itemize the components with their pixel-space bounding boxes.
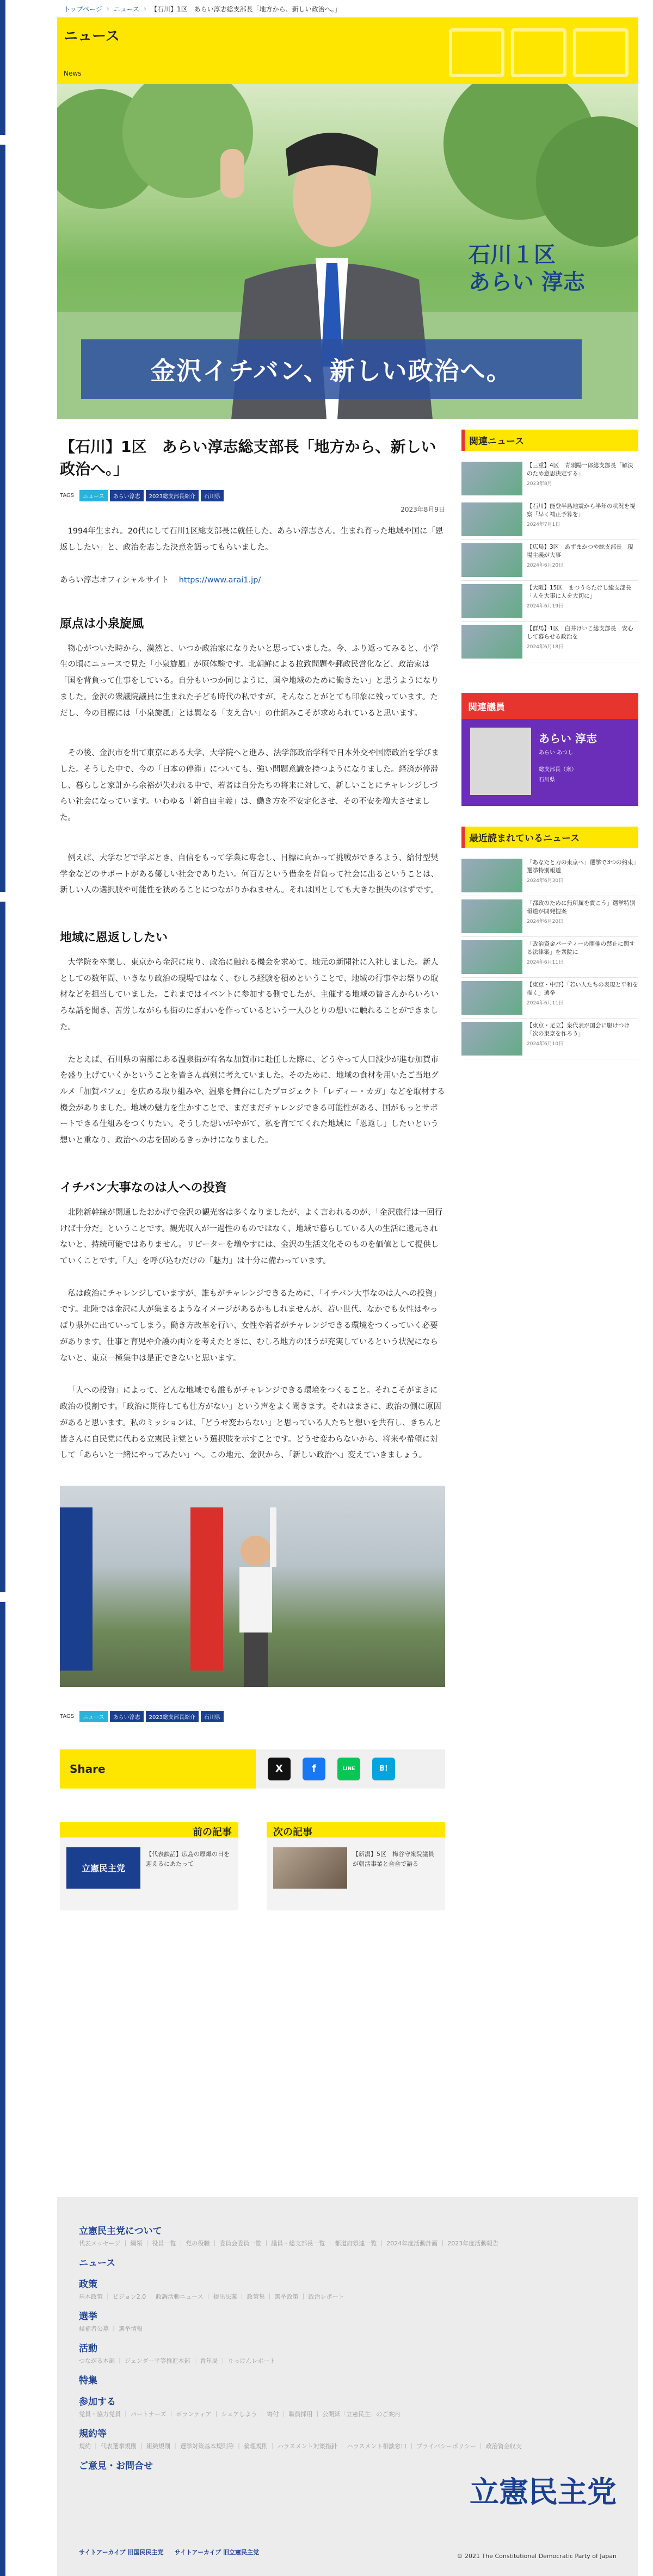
news-thumbnail xyxy=(461,859,522,892)
news-title: 【石川】能登半島地震から半年の状況を視察「早く補正予算を」 xyxy=(527,503,636,518)
news-thumbnail xyxy=(461,543,522,577)
most-read-section xyxy=(461,827,638,1059)
prev-next-navigation xyxy=(60,1822,445,1910)
news-thumbnail xyxy=(461,462,522,495)
header-decoration xyxy=(449,28,629,77)
related-member-panel xyxy=(461,693,638,806)
news-date: 2024年6月30日 xyxy=(527,878,564,884)
next-article-label: 次の記事 xyxy=(267,1822,445,1838)
footer-news-link[interactable]: ニュース xyxy=(79,2258,116,2269)
page-section-title: ニュース xyxy=(64,28,120,45)
news-date: 2024年6月18日 xyxy=(527,644,564,650)
left-bar-notch xyxy=(0,1592,5,1602)
next-article-thumbnail xyxy=(273,1847,347,1889)
tag-news[interactable]: ニュース xyxy=(79,1711,108,1722)
breadcrumb-top-link[interactable]: トップページ xyxy=(64,5,102,13)
list-item[interactable] xyxy=(461,622,638,662)
next-article-card[interactable] xyxy=(267,1822,445,1910)
archive-link-cdp-old[interactable]: サイトアーカイブ 旧立憲民主党 xyxy=(174,2549,260,2556)
article-paragraph: 物心がついた時から、漠然と、いつか政治家になりたいと思っていました。今、ふり返ってみると、小学生の頃にニュースで見た「小泉旋風」が原体験です。北朝鮮による拉致問題や郵政民営化など、政治家は「国を背負って仕事をしている。自分もいつか同じように、国や地域のために働きたい」と思うようになりました。金沢の衆議院議員に生まれた子ども時代の私ですが、そんなことがとても印象に残っています。ただし、今の目標には「小泉旋風」とは異なる「支え合い」の仕組みこそが求められていると思います。 xyxy=(60,644,439,718)
news-date: 2024年7月1日 xyxy=(527,522,560,528)
sidebar xyxy=(461,430,638,1059)
news-thumbnail xyxy=(461,940,522,974)
news-title: 【三重】4区 青須陽一郎総支部長「解決のため意思決定する」 xyxy=(527,462,633,477)
hero-slogan-banner: 金沢イチバン、新しい政治へ。 xyxy=(81,339,582,399)
flag-left xyxy=(60,1507,93,1671)
news-title: 【群馬】1区 白井けいこ総支部長 安心して暮らせる政治を xyxy=(527,625,633,641)
section-heading: 地域に恩返ししたい xyxy=(60,930,168,945)
hero-caption-district: 石川１区 xyxy=(469,243,556,268)
article-paragraph: 北陸新幹線が開通したおかげで金沢の観光客は多くなりましたが、よく言われるのが、「金沢旅行は一回行けば十分だ」ということです。観光収入が一過性のものではなく、地域で暮らしている人の生活に還元されないと、持続可能ではありません。リピーターを増やすには、金沢の生活文化そのものを価値として提供していくことです。「人」を呼び込むだけの「魅力」は十分に備わっています。 xyxy=(60,1208,443,1266)
tag-2023-intro[interactable]: 2023総支部長紹介 xyxy=(146,1711,199,1722)
share-label: Share xyxy=(60,1749,256,1789)
page-container xyxy=(57,0,638,419)
article-main xyxy=(60,430,445,1910)
breadcrumb xyxy=(57,0,638,17)
news-date: 2024年6月19日 xyxy=(527,604,564,610)
share-hatena-button[interactable]: B! xyxy=(372,1758,395,1780)
prev-article-card[interactable] xyxy=(60,1822,238,1910)
related-member-heading: 関連議員 xyxy=(461,693,638,719)
speaker-figure xyxy=(223,1507,288,1687)
share-buttons xyxy=(256,1749,445,1789)
left-bar-notch xyxy=(0,892,5,902)
news-title: 【東京・足立】泉代表が国会に駆けつけ「次の東京を作ろう」 xyxy=(527,1022,630,1038)
news-thumbnail xyxy=(461,981,522,1015)
list-item[interactable] xyxy=(461,458,638,499)
copyright: © 2021 The Constitutional Democratic Party of Japan xyxy=(457,2553,617,2560)
footer-about-link[interactable]: 立憲民主党について xyxy=(79,2226,162,2237)
footer-contact-link[interactable]: ご意見・お問合せ xyxy=(79,2461,153,2472)
tag-news[interactable]: ニュース xyxy=(79,490,108,501)
news-date: 2023年8月 xyxy=(527,481,552,487)
footer-about-sublinks[interactable]: 代表メッセージ ｜ 綱領 ｜ 役員一覧 ｜ 党の役職 ｜ 委員会委員一覧 ｜ 議員・総支部長一覧 ｜ 都道府県連一覧 ｜ 2024年度活動計画 ｜ 2023年度活動報告 xyxy=(79,2240,499,2247)
footer-election-sublinks[interactable]: 候補者公募 ｜ 選挙情報 xyxy=(79,2325,143,2332)
footer-policy-link[interactable]: 政策 xyxy=(79,2279,97,2290)
footer-policy-sublinks[interactable]: 基本政策 ｜ ビジョン2.0 ｜ 政調活動ニュース ｜ 提出法案 ｜ 政策集 ｜ 選挙政策 ｜ 政治レポート xyxy=(79,2293,344,2300)
most-read-list xyxy=(461,855,638,1059)
news-title: 【広島】3区 あずまかつや総支部長 現場主義が大事 xyxy=(527,544,633,559)
avatar xyxy=(470,728,531,795)
member-role: 総支部長（衆） xyxy=(539,767,577,773)
list-item[interactable] xyxy=(461,978,638,1019)
party-logo[interactable]: 立憲民主党 xyxy=(470,2475,617,2509)
hero-image xyxy=(57,84,638,419)
news-title: 【大阪】15区 まつうらたけし総支部長「人を大事に人を大切に」 xyxy=(527,585,631,600)
member-prefecture: 石川県 xyxy=(539,777,555,783)
prev-article-label: 前の記事 xyxy=(60,1822,238,1838)
breadcrumb-news-link[interactable]: ニュース xyxy=(113,5,140,13)
related-news-list xyxy=(461,458,638,662)
section-heading: イチバン大事なのは人への投資 xyxy=(60,1181,227,1195)
list-item[interactable] xyxy=(461,581,638,622)
tag-2023-intro[interactable]: 2023総支部長紹介 xyxy=(146,490,199,501)
news-title: 【東京・中野】「若い人たちの表現と平和を描く」選挙 xyxy=(527,982,638,997)
share-bar xyxy=(60,1749,445,1789)
list-item[interactable] xyxy=(461,1019,638,1059)
list-item[interactable] xyxy=(461,499,638,540)
news-date: 2024年6月10日 xyxy=(527,1041,564,1047)
article-tags xyxy=(60,490,445,501)
page-section-subtitle: News xyxy=(64,70,82,77)
article-paragraph: 大学院を卒業し、東京から金沢に戻り、政治に触れる機会を求めて、地元の新聞社に入社しました。新人としての数年間、いきなり政治の現場ではなく、むしろ経験を積めということで、地域の行事やお祭りの取材などを担当していました。これまではイベントに参加する側でしたが、主催する地域の皆さんからいろいろな話を聞き、苦労しながらも街のにぎわいを作っているという一人ひとりの想いに触れることができました。 xyxy=(60,958,439,1032)
news-thumbnail xyxy=(461,584,522,618)
news-thumbnail xyxy=(461,625,522,659)
related-member-card[interactable] xyxy=(461,719,638,806)
member-name: あらい 淳志 xyxy=(539,732,597,745)
article-title: 【石川】1区 あらい淳志総支部長「地方から、新しい政治へ。」 xyxy=(60,438,436,478)
share-x-button[interactable]: X xyxy=(268,1758,291,1780)
tags-label: TAGS xyxy=(60,1713,75,1720)
footer-election-link[interactable]: 選挙 xyxy=(79,2311,97,2322)
footer-rules-sublinks[interactable]: 規約 ｜ 代表選挙規則 ｜ 組織規則 ｜ 選挙対策基本規則等 ｜ 倫理規則 ｜ ハラスメント対策指針 ｜ ハラスメント相談窓口 ｜ プライバシーポリシー ｜ 政治資金収支 xyxy=(79,2443,522,2450)
prev-article-title: 【代表談話】広島の原爆の日を迎えるにあたって xyxy=(146,1850,230,1867)
footer-join-sublinks[interactable]: 党員・協力党員 ｜ パートナーズ ｜ ボランティア ｜ シェアしよう ｜ 寄付 ｜ 職員採用 ｜ 公開紙「立憲民主」のご案内 xyxy=(79,2411,401,2418)
member-kana: あらい あつし xyxy=(539,750,574,756)
official-site-link[interactable]: https://www.arai1.jp/ xyxy=(178,575,261,585)
archive-link-dpfp[interactable]: サイトアーカイブ 旧国民民主党 xyxy=(79,2549,164,2556)
article-paragraph: たとえば、石川県の南部にある温泉街が有名な加賀市に赴任した際に、どうやって人口減少が進む加賀市を盛り上げていくかということを皆さん真剣に考えていました。そのために、地域の食材を用いたご当地グルメ「加賀パフェ」を広める取り組みや、温泉を舞台にしたプロジェクト「レディー・カガ」などを取材する機会がありました。地域の魅力を生かすことで、まだまだチャレンジできる可能性がある、国がもっとサポートできる仕組みをつくりたい。そうした想いがやがて、私を育ててくれた地域に「恩返し」したいという想いと重なり、政治への志を固めるきっかけになりました。 xyxy=(60,1055,445,1145)
footer-activity-link[interactable]: 活動 xyxy=(79,2343,97,2354)
news-thumbnail xyxy=(461,899,522,933)
news-header-banner xyxy=(57,17,638,84)
list-item[interactable] xyxy=(461,896,638,937)
official-site-label: あらい淳志オフィシャルサイト xyxy=(60,575,169,585)
breadcrumb-separator: › xyxy=(106,5,109,13)
flag-right xyxy=(190,1507,223,1671)
article-paragraph: 私は政治にチャレンジしていますが、誰もがチャレンジできるために、「イチバン大事なのは人への投資」です。北陸では金沢に人が集まるようなイメージがあるかもしれませんが、若い世代、なかでも女性はやっぱり県外に出ていってしまう。働き方改革を行い、女性や若者がチャレンジできる環境をつくっていく必要があります。仕事と育児や介護の両立を考えたときに、むしろ地方のほうが充実しているという状況にならないと、東京一極集中は是正できないと思います。 xyxy=(60,1289,441,1363)
tag-ishikawa[interactable]: 石川県 xyxy=(201,490,224,501)
news-date: 2024年6月11日 xyxy=(527,960,564,966)
article-paragraph: 例えば、大学などで学ぶとき、自信をもって学業に専念し、目標に向かって挑戦ができるよう、給付型奨学金などのサポートがある優しい社会でありたい。何百万という借金を背負って社会に出るということは、新しい人の選択肢や可能性を狭めることにつながりかねません。それは国としても大きな損失のはずです。 xyxy=(60,853,439,895)
news-thumbnail xyxy=(461,502,522,536)
share-facebook-button[interactable]: f xyxy=(303,1758,325,1780)
tags-label: TAGS xyxy=(60,493,75,499)
most-read-heading: 最近読まれているニュース xyxy=(461,827,638,848)
section-heading: 原点は小泉旋風 xyxy=(60,617,144,631)
breadcrumb-separator: › xyxy=(144,5,146,13)
list-item[interactable] xyxy=(461,937,638,978)
article-photo xyxy=(60,1486,445,1687)
next-article-title: 【新潟】5区 梅谷守衆院議員が朝活事業と合合で語る xyxy=(353,1850,434,1867)
left-bar-notch xyxy=(0,135,5,145)
tag-arai[interactable]: あらい淳志 xyxy=(110,1711,144,1722)
site-footer xyxy=(57,2197,638,2576)
news-date: 2024年6月20日 xyxy=(527,563,564,569)
news-title: 「政治資金パーティーの開催の禁止に関する法律案」を衆院に xyxy=(527,941,635,956)
footer-special-link[interactable]: 特集 xyxy=(79,2375,97,2386)
article-paragraph: その後、金沢市を出て東京にある大学、大学院へと進み、法学部政治学科で日本外交や国際政治を学びました。そうした中で、今の「日本の停滞」についても、強い問題意識を持つようになりました。経済が停滞し、暮らしと家計から余裕が失われる中で、若者は自分たちの将来に対して、新しいことにチャレンジしづらい社会になっています。いわゆる「新自由主義」は、働き方を不安定化させ、その不安を増大させました。 xyxy=(60,749,439,823)
official-site-line xyxy=(60,574,445,585)
list-item[interactable] xyxy=(461,855,638,896)
news-title: 「都政のために無所属を貫こう」選挙特別報道が開発提案 xyxy=(527,900,636,915)
article-paragraph: 「人への投資」によって、どんな地域でも誰もがチャレンジできる環境をつくること。それこそがまさに政治の役割です。「政治に期待しても仕方がない」という声をよく聞きます。それはまさに、政治の側に原因があると思います。私のミッションは、「どうせ変わらない」と思っている人たちと想いを共有し、きちんと皆さんに自民党に代わる立憲民主党という選択肢を示すことです。どうせ変わらないから、将来や希望に対して「あらいと一緒にやってみたい」へ。この地元、金沢から、「新しい政治へ」変えていきましょう。 xyxy=(60,1386,442,1460)
hero-caption-name: あらい 淳志 xyxy=(469,270,585,295)
news-thumbnail xyxy=(461,1022,522,1056)
footer-activity-sublinks[interactable]: つながる本部 ｜ ジェンダー平等推進本部 ｜ 青年局 ｜ りっけんレポート xyxy=(79,2357,276,2364)
related-news-heading: 関連ニュース xyxy=(461,430,638,451)
footer-archive-links xyxy=(79,2548,259,2556)
footer-join-link[interactable]: 参加する xyxy=(79,2397,116,2407)
article-date: 2023年8月9日 xyxy=(401,506,445,514)
news-date: 2024年6月20日 xyxy=(527,919,564,925)
tag-arai[interactable]: あらい淳志 xyxy=(110,490,144,501)
news-date: 2024年6月11日 xyxy=(527,1001,564,1007)
list-item[interactable] xyxy=(461,540,638,581)
breadcrumb-current: 【石川】1区 あらい淳志総支部長「地方から、新しい政治へ。」 xyxy=(150,5,341,13)
share-line-button[interactable]: LINE xyxy=(337,1758,360,1780)
article-tags-bottom xyxy=(60,1711,445,1722)
footer-rules-link[interactable]: 規約等 xyxy=(79,2429,107,2440)
tag-ishikawa[interactable]: 石川県 xyxy=(201,1711,224,1722)
prev-article-thumbnail: 立憲民主党 xyxy=(66,1847,140,1889)
left-accent-bar xyxy=(0,0,5,2576)
news-title: 「あなたと力の東京へ」選挙で3つの約束」選挙特別報道 xyxy=(527,859,636,874)
hero-caption xyxy=(469,241,585,296)
article-intro: 1994年生まれ。20代にして石川1区総支部長に就任した、あらい淳志さん。生まれ育った地域や国に「恩返ししたい」と、政治を志した決意を語ってもらいました。 xyxy=(60,527,443,552)
